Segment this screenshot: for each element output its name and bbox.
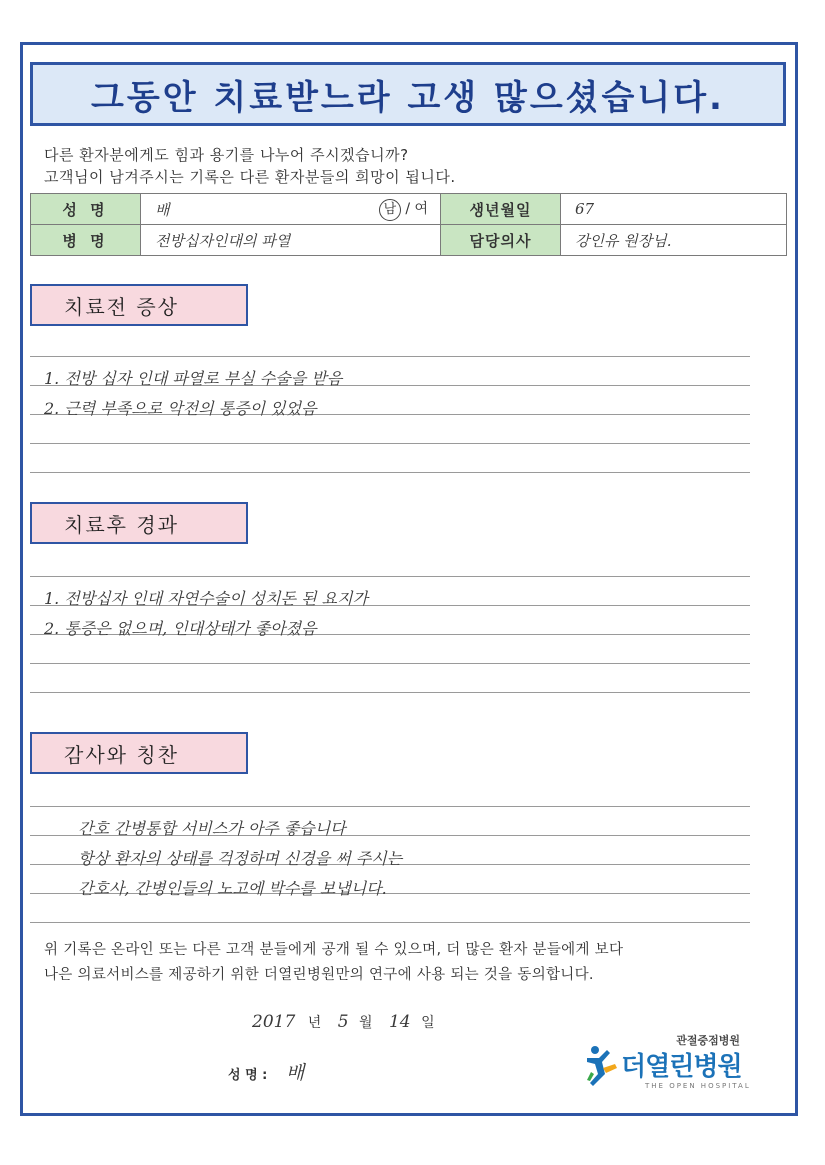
consent-line-1: 위 기록은 온라인 또는 다른 고객 분들에게 공개 될 수 있으며, 더 많은 환자 분들에게 보다	[44, 942, 624, 958]
doctor-value: 강인유 원장님.	[561, 225, 787, 256]
rule	[30, 922, 750, 923]
rule	[30, 663, 750, 664]
rule	[30, 692, 750, 693]
disease-value: 전방십자인대의 파열	[141, 225, 441, 256]
date-day: 14	[388, 1012, 411, 1032]
gender-female: 여	[414, 200, 429, 217]
gender-choice	[379, 198, 440, 221]
name-value: 배	[155, 200, 170, 219]
consent-line-2: 나은 의료서비스를 제공하기 위한 더열린병원만의 연구에 사용 되는 것을 동의합니다.	[44, 967, 594, 983]
after-line-1: 1. 전방십자 인대 자연수술이 성치돈 된 요지가	[44, 589, 368, 608]
signature-row	[228, 1058, 304, 1085]
person-figure-icon	[585, 1044, 621, 1088]
gender-separator: /	[405, 200, 411, 217]
gender-male: 남	[379, 199, 401, 221]
logo-subtitle: 관절중점병원	[676, 1034, 740, 1047]
rule	[30, 472, 750, 473]
rule	[30, 576, 750, 577]
hospital-logo	[585, 1032, 765, 1094]
doctor-label: 담당의사	[441, 225, 561, 256]
section-before-header	[30, 284, 248, 326]
logo-english: THE OPEN HOSPITAL	[645, 1082, 751, 1090]
thanks-line-1: 간호 간병통합 서비스가 아주 좋습니다	[78, 819, 346, 838]
birth-label: 생년월일	[441, 194, 561, 225]
date-year: 2017	[252, 1012, 296, 1032]
thanks-line-2: 항상 환자의 상태를 걱정하며 신경을 써 주시는	[78, 849, 403, 868]
intro-line-2: 고객님이 남겨주시는 기록은 다른 환자분들의 희망이 됩니다.	[44, 168, 456, 186]
rule	[30, 806, 750, 807]
signature-value: 배	[285, 1062, 305, 1084]
name-label: 성 명	[31, 194, 141, 225]
page-title: 그동안 치료받느라 고생 많으셨습니다.	[91, 77, 725, 118]
section-after-header	[30, 502, 248, 544]
date-month-label: 월	[358, 1015, 373, 1031]
date-day-label: 일	[421, 1015, 435, 1031]
intro-line-1: 다른 환자분에게도 힘과 용기를 나누어 주시겠습니까?	[44, 146, 409, 164]
patient-info-table	[30, 193, 787, 256]
title-banner	[30, 62, 786, 126]
rule	[30, 443, 750, 444]
date-year-label: 년	[307, 1015, 322, 1031]
signature-label: 성 명 :	[228, 1068, 268, 1083]
name-cell	[141, 194, 441, 225]
after-line-2: 2. 통증은 없으며, 인대상태가 좋아졌음	[44, 619, 317, 638]
disease-label: 병 명	[31, 225, 141, 256]
rule	[30, 356, 750, 357]
section-after-title: 치료후 경과	[64, 512, 179, 537]
thanks-line-3: 간호사, 간병인들의 노고에 박수를 보냅니다.	[78, 879, 387, 898]
date-row	[252, 1012, 435, 1032]
birth-value: 67	[561, 194, 787, 225]
before-line-1: 1. 전방 십자 인대 파열로 부실 수술을 받음	[44, 369, 343, 388]
section-thanks-title: 감사와 칭찬	[64, 742, 179, 767]
logo-name: 더열린병원	[621, 1052, 742, 1082]
before-line-2: 2. 근력 부족으로 악전의 통증이 있었음	[44, 399, 317, 418]
date-month: 5	[337, 1012, 349, 1032]
section-thanks-header	[30, 732, 248, 774]
section-before-title: 치료전 증상	[64, 294, 179, 319]
